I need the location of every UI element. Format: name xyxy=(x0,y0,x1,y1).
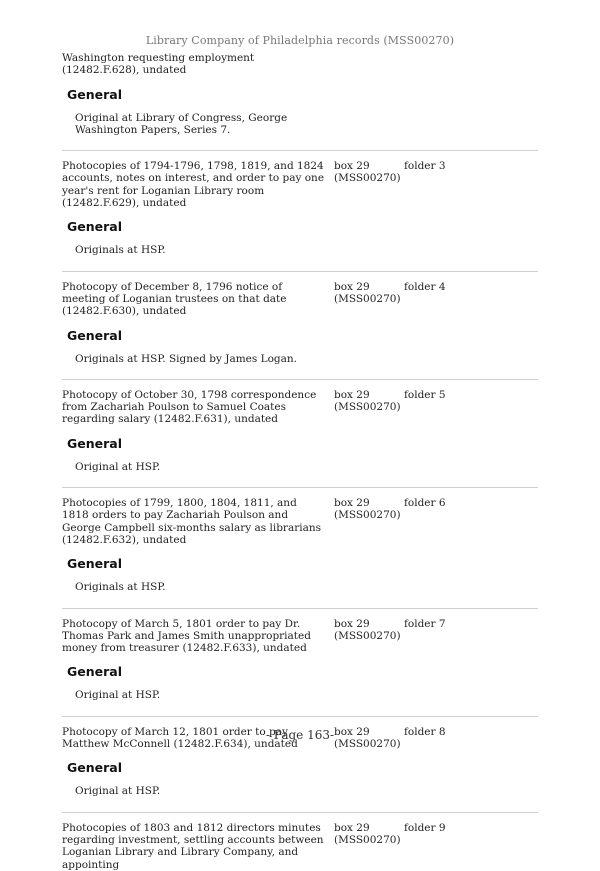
general-heading: General xyxy=(67,760,122,776)
divider xyxy=(62,812,538,813)
entry-description: Photocopies of 1799, 1800, 1804, 1811, and 1818 orders to pay Zachariah Poulson and George Campbell six-months salary as librarians (12482.F.632), undated xyxy=(62,497,322,546)
folder-location: folder 5 xyxy=(404,388,446,401)
general-heading: General xyxy=(67,327,122,343)
box-location: box 29 (MSS00270) xyxy=(334,725,401,751)
folder-location: folder 7 xyxy=(404,617,446,630)
box-location: box 29 (MSS00270) xyxy=(334,160,401,185)
entry-description: Photocopies of 1794-1796, 1798, 1819, and 1824 accounts, notes on interest, and order to pay one year's rent for Loganian Library room (12482.F.629), undated xyxy=(62,160,325,210)
general-heading: General xyxy=(67,219,122,235)
general-heading: General xyxy=(67,664,122,680)
list-item xyxy=(62,389,538,473)
box-location: box 29 (MSS00270) xyxy=(334,497,401,522)
folder-location: folder 3 xyxy=(404,160,446,173)
box-location: box 29 (MSS00270) xyxy=(334,821,401,846)
divider xyxy=(62,379,538,380)
folder-location: folder 9 xyxy=(404,821,446,834)
entry-description: Photocopies of 1803 and 1812 directors minutes regarding investment, settling accounts between Loganian Library and Library Company, and appointing xyxy=(62,821,324,871)
general-note: Original at HSP. xyxy=(75,689,161,702)
list-item xyxy=(62,618,538,702)
divider xyxy=(62,716,538,717)
box-location: box 29 (MSS00270) xyxy=(334,280,401,305)
divider xyxy=(62,487,538,488)
list-item xyxy=(62,822,538,871)
folder-location: folder 8 xyxy=(404,725,446,738)
general-note: Original at Library of Congress, George Washington Papers, Series 7. xyxy=(75,111,288,136)
entry-description: Photocopy of March 12, 1801 order to pay Matthew McConnell (12482.F.634), undated xyxy=(62,725,298,751)
general-heading: General xyxy=(67,556,122,572)
entry-description: Photocopy of December 8, 1796 notice of meeting of Loganian trustees on that date (12482.F.630), undated xyxy=(62,280,287,318)
general-note: Originals at HSP. xyxy=(75,244,166,257)
general-note: Original at HSP. xyxy=(75,460,161,473)
page-header: Library Company of Philadelphia records (MSS00270) xyxy=(145,34,455,47)
general-note: Originals at HSP. xyxy=(75,581,166,594)
general-heading: General xyxy=(67,435,122,451)
list-item xyxy=(62,52,538,136)
box-location: box 29 (MSS00270) xyxy=(334,617,401,642)
entry-description: Photocopy of March 5, 1801 order to pay Dr. Thomas Park and James Smith unappropriated money from treasurer (12482.F.633), undated xyxy=(62,617,311,655)
list-item xyxy=(62,497,538,593)
entry-description: Photocopy of October 30, 1798 correspondence from Zachariah Poulson to Samuel Coates regarding salary (12482.F.631), undated xyxy=(62,388,317,426)
container-list xyxy=(62,52,538,871)
divider xyxy=(62,271,538,272)
general-heading: General xyxy=(67,86,122,102)
folder-location: folder 4 xyxy=(404,280,446,293)
entry-description: Washington requesting employment (12482.F.628), undated xyxy=(62,52,255,77)
list-item xyxy=(62,281,538,365)
list-item xyxy=(62,160,538,256)
box-location: box 29 (MSS00270) xyxy=(334,388,401,414)
divider xyxy=(62,150,538,151)
general-note: Originals at HSP. Signed by James Logan. xyxy=(75,352,297,365)
divider xyxy=(62,608,538,609)
folder-location: folder 6 xyxy=(404,497,446,510)
general-note: Original at HSP. xyxy=(75,785,161,798)
page-number: - Page 163- xyxy=(265,728,335,742)
